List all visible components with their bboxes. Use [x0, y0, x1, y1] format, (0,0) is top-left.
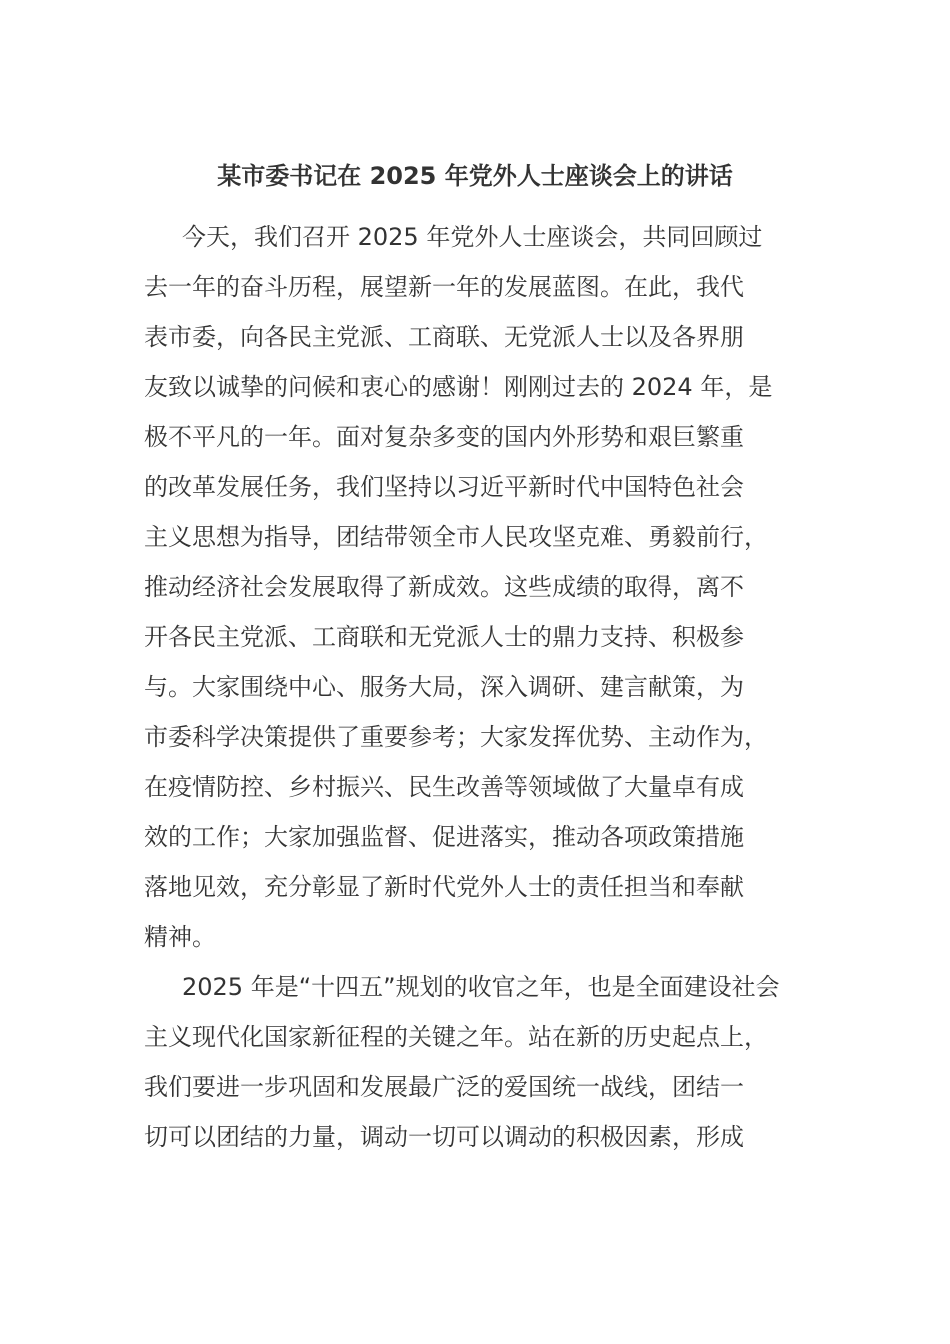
text-line: 友致以诚挚的问候和衷心的感谢！刚刚过去的 2024 年，是: [144, 373, 773, 401]
text-line: 今天，我们召开 2025 年党外人士座谈会，共同回顾过: [182, 223, 763, 251]
paragraph: [144, 962, 808, 1162]
text-line: 我们要进一步巩固和发展最广泛的爱国统一战线，团结一: [144, 1073, 744, 1101]
text-line: 主义现代化国家新征程的关键之年。站在新的历史起点上，: [144, 1023, 768, 1051]
text-line: 效的工作；大家加强监督、促进落实，推动各项政策措施: [144, 823, 744, 851]
text-line: 2025 年是“十四五”规划的收官之年，也是全面建设社会: [182, 973, 780, 1001]
text-line: 主义思想为指导，团结带领全市人民攻坚克难、勇毅前行，: [144, 523, 768, 551]
text-line: 市委科学决策提供了重要参考；大家发挥优势、主动作为，: [144, 723, 768, 751]
text-line: 落地见效，充分彰显了新时代党外人士的责任担当和奉献: [144, 873, 744, 901]
text-line: 表市委，向各民主党派、工商联、无党派人士以及各界朋: [144, 323, 744, 351]
document-body: [144, 212, 808, 1162]
text-line: 的改革发展任务，我们坚持以习近平新时代中国特色社会: [144, 473, 744, 501]
text-line: 与。大家围绕中心、服务大局，深入调研、建言献策，为: [144, 673, 744, 701]
text-line: 在疫情防控、乡村振兴、民生改善等领域做了大量卓有成: [144, 773, 744, 801]
text-line: 推动经济社会发展取得了新成效。这些成绩的取得，离不: [144, 573, 744, 601]
text-line: 去一年的奋斗历程，展望新一年的发展蓝图。在此，我代: [144, 273, 744, 301]
text-line: 极不平凡的一年。面对复杂多变的国内外形势和艰巨繁重: [144, 423, 744, 451]
text-line: 精神。: [144, 923, 216, 951]
document-title: 某市委书记在 2025 年党外人士座谈会上的讲话: [217, 162, 733, 190]
paragraph: [144, 212, 808, 962]
text-line: 切可以团结的力量，调动一切可以调动的积极因素，形成: [144, 1123, 744, 1151]
text-line: 开各民主党派、工商联和无党派人士的鼎力支持、积极参: [144, 623, 744, 651]
